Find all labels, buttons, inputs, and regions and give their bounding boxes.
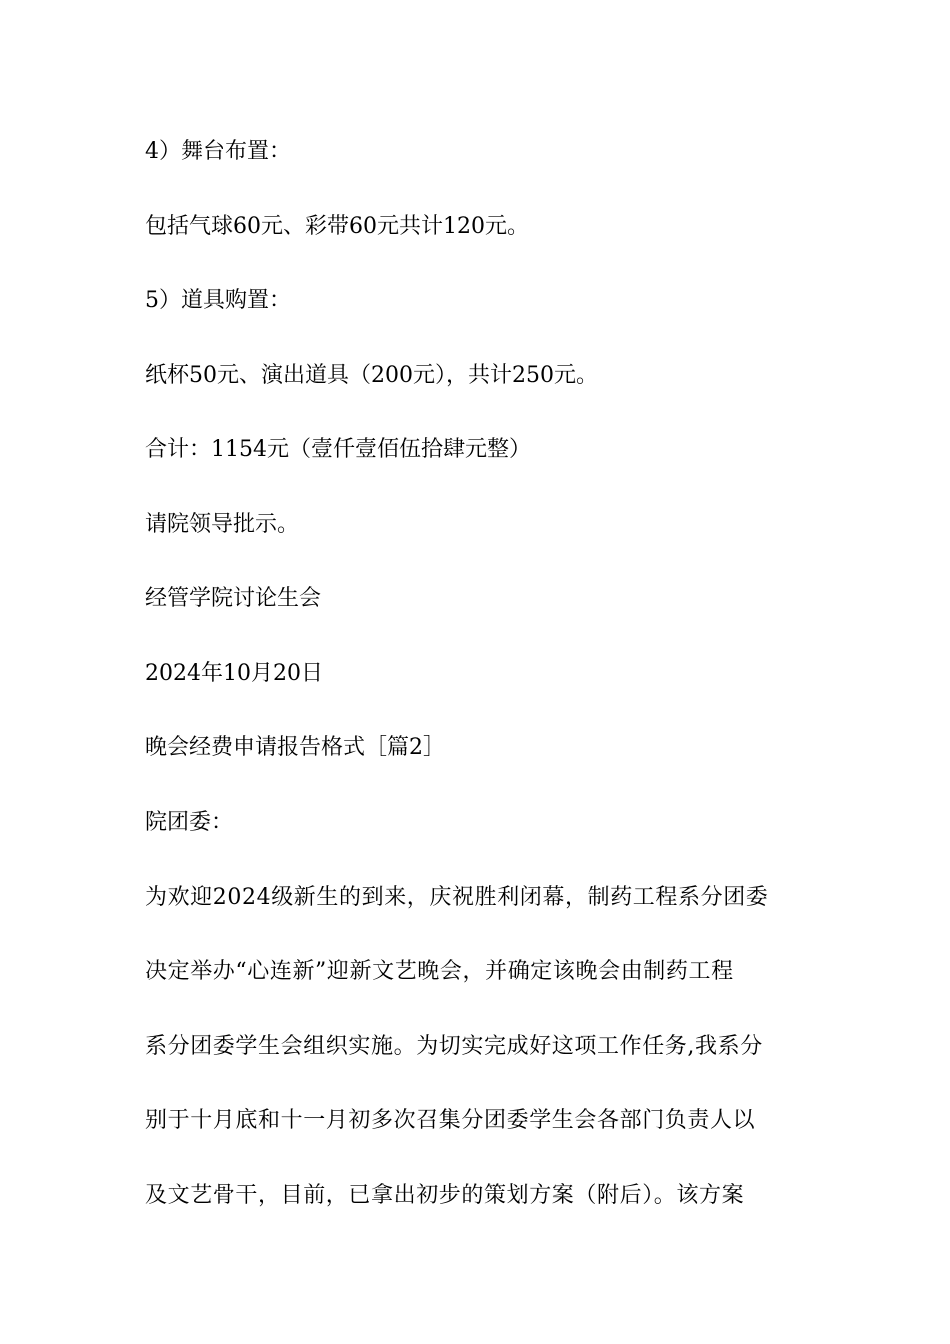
section-heading-stage-setup: 4）舞台布置： [145, 139, 291, 164]
section-heading-props-purchase: 5）道具购置： [145, 288, 291, 313]
approval-request-line: 请院领导批示。 [145, 512, 300, 537]
body-paragraph-line-3: 系分团委学生会组织实施。为切实完成好这项工作任务,我系分 [145, 1034, 763, 1059]
body-paragraph-line-4: 别于十月底和十一月初多次召集分团委学生会各部门负责人以 [145, 1108, 756, 1133]
body-paragraph-line-1: 为欢迎2024级新生的到来，庆祝胜利闭幕，制药工程系分团委 [145, 885, 769, 910]
total-cost-line: 合计：1154元（壹仟壹佰伍拾肆元整） [145, 437, 531, 462]
body-paragraph-line-2: 决定举办“心连新”迎新文艺晚会，并确定该晚会由制药工程 [145, 959, 734, 984]
document-title-part-2: 晚会经费申请报告格式［篇2］ [145, 735, 445, 760]
signature-date: 2024年10月20日 [145, 661, 323, 686]
props-purchase-cost-line: 纸杯50元、演出道具（200元），共计250元。 [145, 363, 598, 388]
stage-setup-cost-line: 包括气球60元、彩带60元共计120元。 [145, 214, 529, 239]
body-paragraph-line-5: 及文艺骨干，目前，已拿出初步的策划方案（附后）。该方案 [145, 1183, 745, 1208]
addressee-line: 院团委： [145, 810, 234, 835]
signature-organization: 经管学院讨论生会 [145, 586, 322, 611]
